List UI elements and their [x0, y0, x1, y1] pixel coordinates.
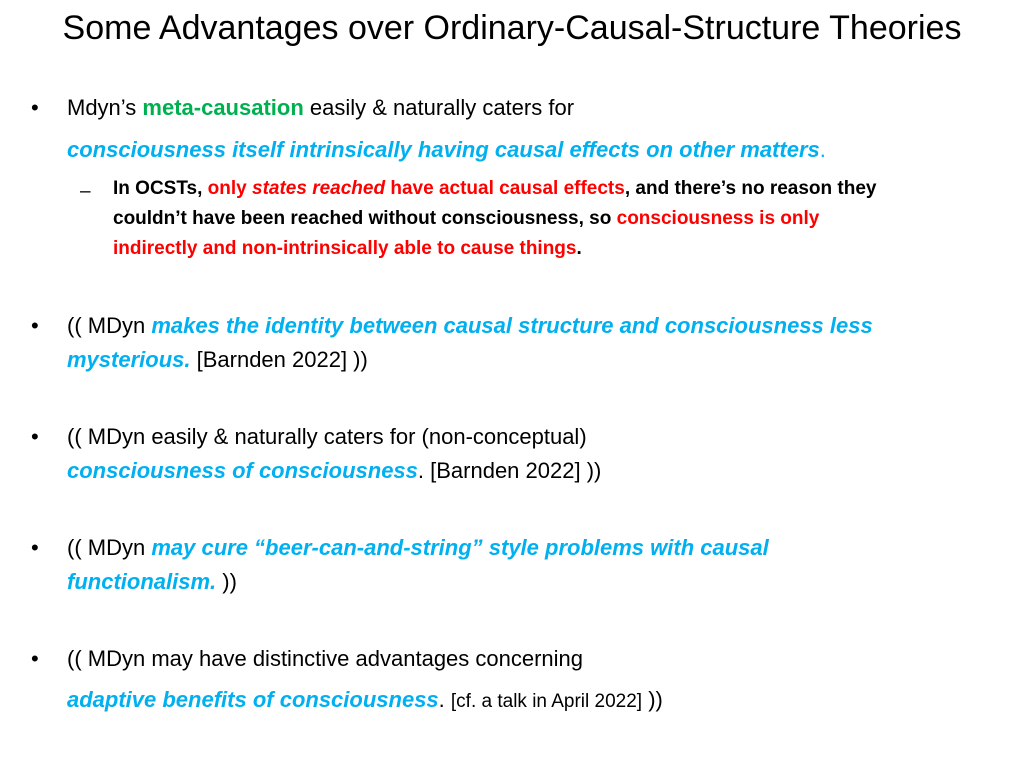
slide-title: Some Advantages over Ordinary-Causal-Structure Theories [62, 9, 962, 47]
bullet-4-line-2 [67, 565, 237, 599]
text: Mdyn’s [67, 95, 143, 120]
citation: [cf. a talk in April 2022] [450, 691, 643, 712]
emphasis-text: mysterious. [67, 347, 191, 372]
sub-bullet-line-3 [113, 234, 582, 264]
text: couldn’t have been reached without consciousness, so [113, 208, 617, 229]
highlight-meta-causation: meta-causation [142, 95, 304, 120]
bullet-2-line-2 [67, 343, 368, 377]
text: . [438, 687, 451, 712]
bullet-1-marker: • [31, 95, 39, 120]
bullet-2-marker: • [31, 313, 39, 338]
bullet-4-marker: • [31, 535, 39, 560]
red-text: only [207, 178, 253, 199]
text: In OCSTs, [113, 178, 208, 199]
bullet-2-line-1 [67, 309, 873, 343]
text: (( MDyn [67, 535, 152, 560]
bullet-5-line-1 [67, 642, 583, 676]
emphasis-text: consciousness of consciousness [67, 458, 418, 483]
sub-bullet-line-2 [113, 204, 819, 234]
bullet-5-line-2 [67, 683, 663, 719]
bullet-1-line-1 [67, 91, 574, 125]
text: easily & naturally caters for [303, 95, 575, 120]
emphasis-text: adaptive benefits of consciousness [67, 687, 439, 712]
bullet-4-line-1 [67, 531, 769, 565]
citation: . [Barnden 2022] )) [417, 458, 602, 483]
bullet-3-line-1 [67, 420, 587, 454]
text: , and there’s no reason they [624, 178, 877, 199]
text: )) [642, 687, 663, 712]
text: )) [216, 569, 237, 594]
text: . [576, 238, 582, 259]
bullet-1-line-2 [67, 133, 826, 167]
text: (( MDyn easily & naturally caters for (non-conceptual) [67, 424, 587, 449]
red-text: consciousness is only [616, 208, 820, 229]
sub-bullet-marker: – [80, 181, 91, 202]
bullet-5-marker: • [31, 646, 39, 671]
emphasis-text: consciousness itself intrinsically having causal effects on other matters [67, 137, 820, 162]
emphasis-text: makes the identity between causal structure and consciousness less [151, 313, 873, 338]
punctuation: . [819, 137, 826, 162]
emphasis-text: functionalism. [67, 569, 217, 594]
red-text: indirectly and non-intrinsically able to cause things [113, 238, 577, 259]
bullet-3-marker: • [31, 424, 39, 449]
bullet-3-line-2 [67, 454, 601, 488]
text: (( MDyn may have distinctive advantages concerning [67, 646, 584, 671]
emphasis-text: may cure “beer-can-and-string” style problems with causal [151, 535, 769, 560]
text: (( MDyn [67, 313, 152, 338]
citation: [Barnden 2022] )) [190, 347, 368, 372]
sub-bullet-line-1 [113, 174, 876, 204]
red-italic-text: states reached [252, 178, 386, 199]
red-text: have actual causal effects [385, 178, 625, 199]
